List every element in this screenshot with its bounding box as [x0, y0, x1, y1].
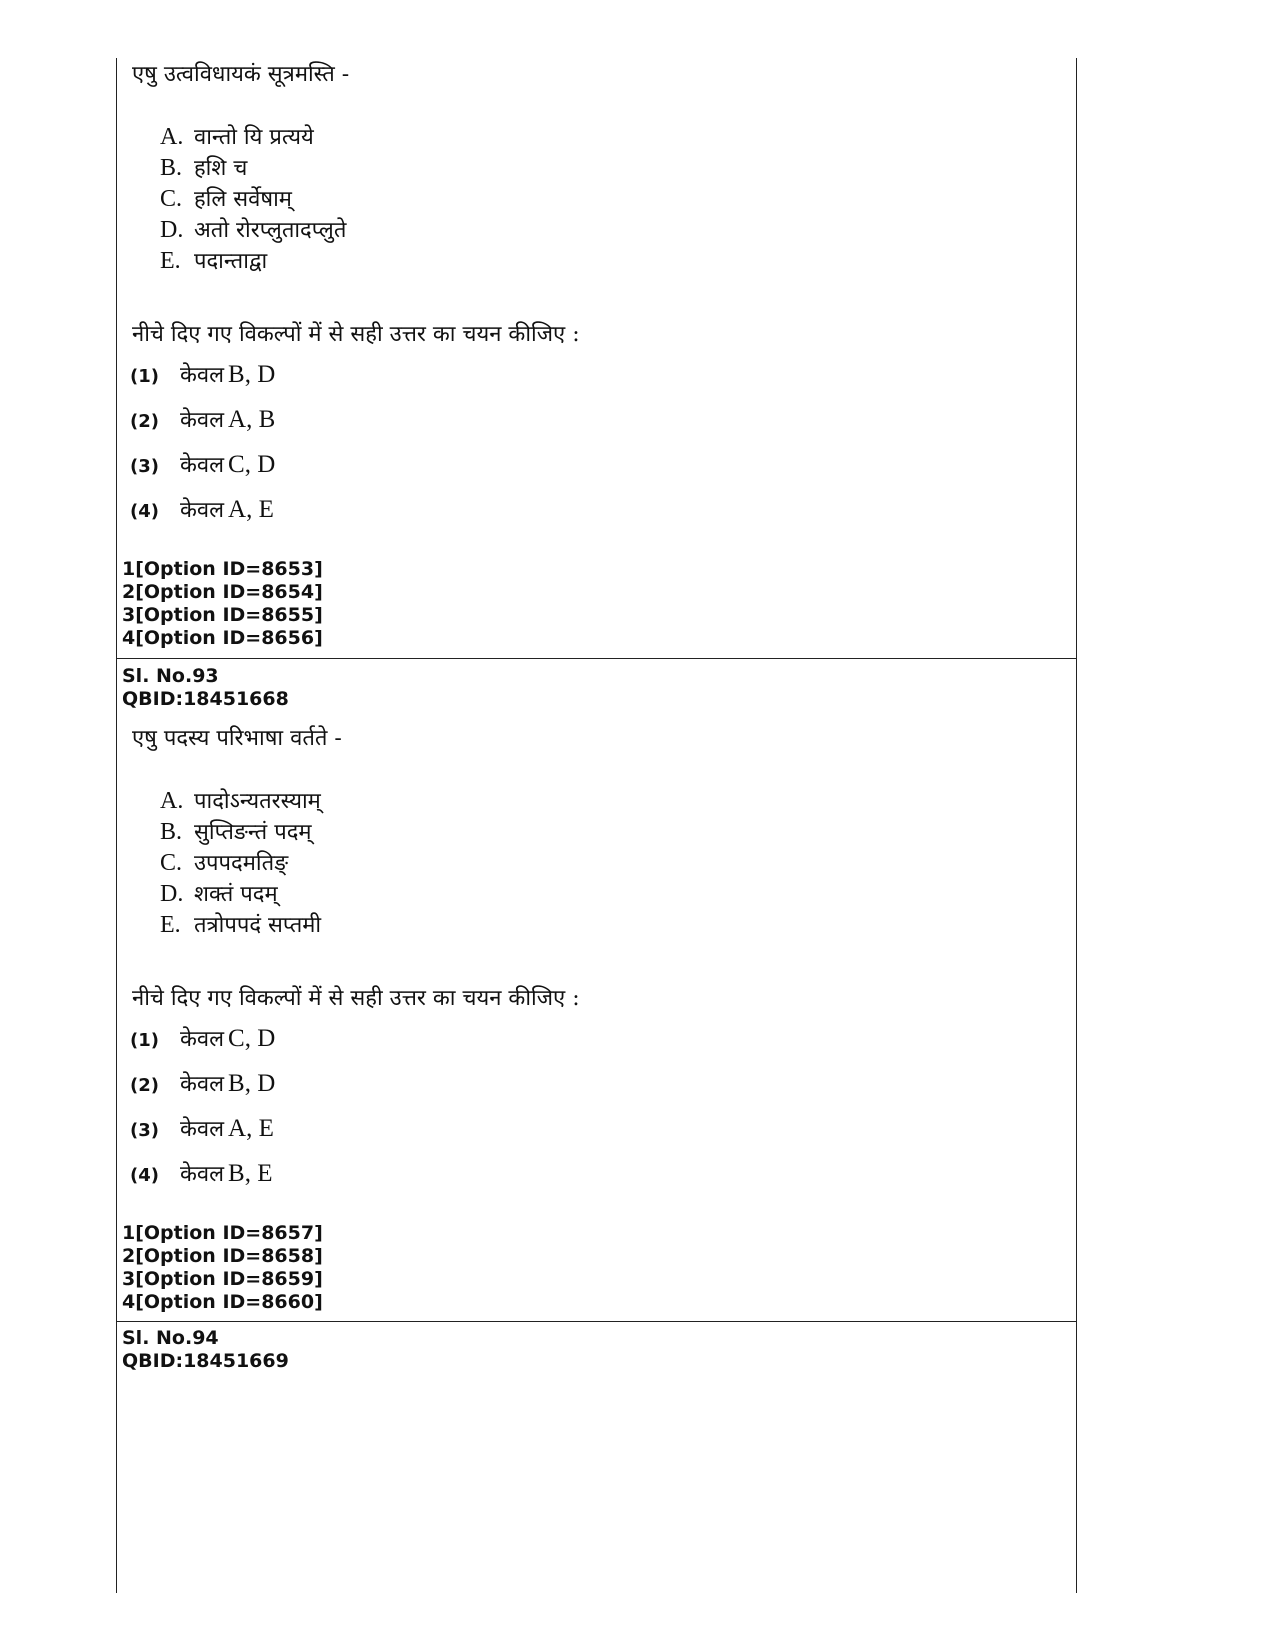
answer-option: (4) केवल B, E [130, 1160, 273, 1187]
serial-number: Sl. No.93 [122, 665, 219, 687]
statement-item: C. हलि सर्वेषाम् [160, 186, 292, 212]
option-id: 2[Option ID=8658] [122, 1245, 323, 1267]
question-92-instruction: नीचे दिए गए विकल्पों में से सही उत्तर का चयन कीजिए : [132, 322, 580, 347]
statement-item: C. उपपदमतिङ् [160, 850, 289, 876]
statement-item: A. वान्तो यि प्रत्यये [160, 124, 314, 150]
statement-item: B. सुप्तिङन्तं पदम् [160, 819, 312, 845]
option-id: 3[Option ID=8655] [122, 604, 323, 626]
answer-option: (4) केवल A, E [130, 496, 274, 523]
option-id: 3[Option ID=8659] [122, 1268, 323, 1290]
statement-item: B. हशि च [160, 155, 248, 181]
question-92-answers [130, 352, 275, 532]
statement-item: A. पादोऽन्यतरस्याम् [160, 788, 321, 814]
serial-number: Sl. No.94 [122, 1327, 219, 1349]
row-divider [116, 658, 1077, 659]
question-93-statements [160, 786, 321, 941]
answer-option: (2) केवल A, B [130, 406, 276, 433]
question-93-instruction: नीचे दिए गए विकल्पों में से सही उत्तर का चयन कीजिए : [132, 986, 580, 1011]
answer-option: (3) केवल A, E [130, 1115, 274, 1142]
option-id: 1[Option ID=8657] [122, 1222, 323, 1244]
option-id: 4[Option ID=8656] [122, 627, 323, 649]
option-id: 2[Option ID=8654] [122, 581, 323, 603]
question-93-header [116, 665, 1077, 711]
question-94-header [116, 1327, 1077, 1373]
question-93-title: एषु पदस्य परिभाषा वर्तते - [132, 726, 342, 751]
statement-item: D. अतो रोरप्लुतादप्लुते [160, 217, 347, 243]
option-id: 4[Option ID=8660] [122, 1291, 323, 1313]
answer-option: (3) केवल C, D [130, 451, 276, 478]
statement-item: E. पदान्ताद्वा [160, 248, 268, 274]
question-93-option-ids [116, 1222, 323, 1314]
answer-option: (1) केवल C, D [130, 1025, 276, 1052]
statement-item: D. शक्तं पदम् [160, 881, 278, 907]
answer-option: (1) केवल B, D [130, 361, 276, 388]
option-id: 1[Option ID=8653] [122, 558, 323, 580]
question-92-title: एषु उत्वविधायकं सूत्रमस्ति - [132, 62, 350, 87]
row-divider [116, 1321, 1077, 1322]
question-93-answers [130, 1016, 275, 1196]
answer-option: (2) केवल B, D [130, 1070, 276, 1097]
qbid: QBID:18451668 [122, 688, 289, 710]
question-92-statements [160, 122, 346, 277]
statement-item: E. तत्रोपपदं सप्तमी [160, 912, 322, 938]
qbid: QBID:18451669 [122, 1350, 289, 1372]
question-92-option-ids [116, 558, 323, 650]
